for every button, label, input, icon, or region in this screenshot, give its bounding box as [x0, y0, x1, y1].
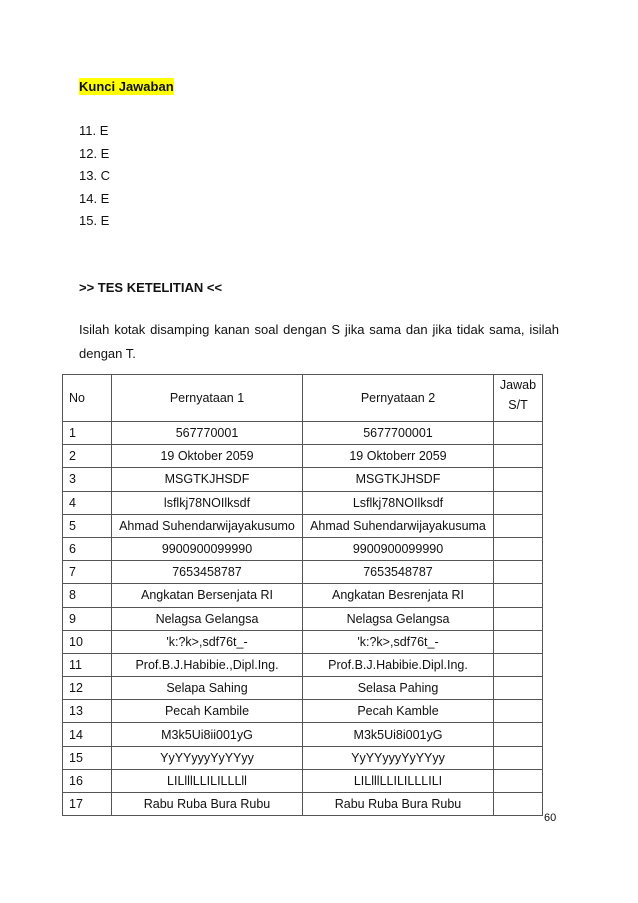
header-statement-1: Pernyataan 1	[112, 375, 303, 422]
answer-cell[interactable]	[494, 445, 543, 468]
answer-cell[interactable]	[494, 723, 543, 746]
row-number: 16	[63, 769, 112, 792]
row-number: 14	[63, 723, 112, 746]
answer-cell[interactable]	[494, 422, 543, 445]
row-number: 7	[63, 561, 112, 584]
answer-item: 14. E	[79, 190, 110, 206]
answer-cell[interactable]	[494, 584, 543, 607]
table-body	[63, 422, 543, 816]
table-row	[63, 607, 543, 630]
page-number: 60	[544, 812, 557, 824]
answer-cell[interactable]	[494, 769, 543, 792]
row-number: 5	[63, 514, 112, 537]
row-number: 3	[63, 468, 112, 491]
header-no: No	[63, 375, 112, 422]
statement-2-cell: Angkatan Besrenjata RI	[303, 584, 494, 607]
statement-1-cell: LILlllLLILILLLll	[112, 769, 303, 792]
statement-2-cell: 9900900099990	[303, 537, 494, 560]
table-row	[63, 746, 543, 769]
answer-cell[interactable]	[494, 537, 543, 560]
answer-cell[interactable]	[494, 630, 543, 653]
statement-1-cell: M3k5Ui8ii001yG	[112, 723, 303, 746]
answer-cell[interactable]	[494, 653, 543, 676]
statement-2-cell: LILlllLLILILLLILI	[303, 769, 494, 792]
row-number: 17	[63, 793, 112, 816]
test-instructions: Isilah kotak disamping kanan soal dengan S jika sama dan jika tidak sama, isilah dengan T.	[79, 322, 559, 361]
table-row	[63, 491, 543, 514]
table-row	[63, 630, 543, 653]
answer-item: 13. C	[79, 168, 111, 183]
table-row	[63, 445, 543, 468]
answer-item: 12. E	[79, 145, 110, 161]
statement-2-cell: Rabu Ruba Bura Rubu	[303, 793, 494, 816]
statement-2-cell: Ahmad Suhendarwijayakusuma	[303, 514, 494, 537]
statement-1-cell: lsflkj78NOIlksdf	[112, 491, 303, 514]
row-number: 2	[63, 445, 112, 468]
row-number: 10	[63, 630, 112, 653]
row-number: 13	[63, 700, 112, 723]
header-answer	[494, 375, 543, 422]
answer-key-heading: Kunci Jawaban	[79, 79, 174, 94]
statement-1-cell: YyYYyyyYyYYyy	[112, 746, 303, 769]
header-answer-line2: S/T	[508, 398, 528, 412]
header-statement-2: Pernyataan 2	[303, 375, 494, 422]
answer-cell[interactable]	[494, 607, 543, 630]
table-row	[63, 468, 543, 491]
row-number: 9	[63, 607, 112, 630]
answer-cell[interactable]	[494, 561, 543, 584]
table-row	[63, 723, 543, 746]
statement-1-cell: Nelagsa Gelangsa	[112, 607, 303, 630]
statement-2-cell: Prof.B.J.Habibie.Dipl.Ing.	[303, 653, 494, 676]
statement-1-cell: 567770001	[112, 422, 303, 445]
statement-1-cell: 'k:?k>,sdf76t_-	[112, 630, 303, 653]
statement-2-cell: M3k5Ui8i001yG	[303, 723, 494, 746]
answer-cell[interactable]	[494, 793, 543, 816]
answer-cell[interactable]	[494, 491, 543, 514]
statement-1-cell: Angkatan Bersenjata RI	[112, 584, 303, 607]
statement-1-cell: Ahmad Suhendarwijayakusumo	[112, 514, 303, 537]
test-section-title: >> TES KETELITIAN <<	[79, 280, 223, 295]
table-row	[63, 677, 543, 700]
row-number: 8	[63, 584, 112, 607]
table-row	[63, 793, 543, 816]
statement-1-cell: 7653458787	[112, 561, 303, 584]
row-number: 15	[63, 746, 112, 769]
statement-2-cell: 'k:?k>,sdf76t_-	[303, 630, 494, 653]
statement-2-cell: YyYYyyyYyYYyy	[303, 746, 494, 769]
answer-cell[interactable]	[494, 677, 543, 700]
answer-cell[interactable]	[494, 468, 543, 491]
row-number: 4	[63, 491, 112, 514]
answer-cell[interactable]	[494, 746, 543, 769]
table-row	[63, 584, 543, 607]
answer-list	[79, 120, 110, 233]
row-number: 12	[63, 677, 112, 700]
row-number: 6	[63, 537, 112, 560]
row-number: 1	[63, 422, 112, 445]
table-row	[63, 700, 543, 723]
header-answer-line1: Jawab	[499, 378, 537, 392]
statement-1-cell: Pecah Kambile	[112, 700, 303, 723]
statement-2-cell: Nelagsa Gelangsa	[303, 607, 494, 630]
table-row	[63, 653, 543, 676]
statement-2-cell: 7653548787	[303, 561, 494, 584]
statement-1-cell: Selapa Sahing	[112, 677, 303, 700]
statement-2-cell: Selasa Pahing	[303, 677, 494, 700]
statement-1-cell: 9900900099990	[112, 537, 303, 560]
answer-item: 11. E	[79, 123, 109, 138]
statement-2-cell: 5677700001	[303, 422, 494, 445]
table-row	[63, 769, 543, 792]
table-header-row	[63, 375, 543, 422]
answer-item: 15. E	[79, 213, 110, 228]
answer-cell[interactable]	[494, 514, 543, 537]
answer-cell[interactable]	[494, 700, 543, 723]
statement-2-cell: Pecah Kamble	[303, 700, 494, 723]
table-row	[63, 537, 543, 560]
table-row	[63, 514, 543, 537]
statement-1-cell: Rabu Ruba Bura Rubu	[112, 793, 303, 816]
statement-2-cell: MSGTKJHSDF	[303, 468, 494, 491]
accuracy-test-table	[62, 374, 543, 816]
table-row	[63, 561, 543, 584]
statement-2-cell: 19 Oktoberr 2059	[303, 445, 494, 468]
statement-1-cell: MSGTKJHSDF	[112, 468, 303, 491]
row-number: 11	[63, 653, 112, 676]
statement-2-cell: Lsflkj78NOIlksdf	[303, 491, 494, 514]
table-row	[63, 422, 543, 445]
statement-1-cell: Prof.B.J.Habibie.,Dipl.Ing.	[112, 653, 303, 676]
statement-1-cell: 19 Oktober 2059	[112, 445, 303, 468]
